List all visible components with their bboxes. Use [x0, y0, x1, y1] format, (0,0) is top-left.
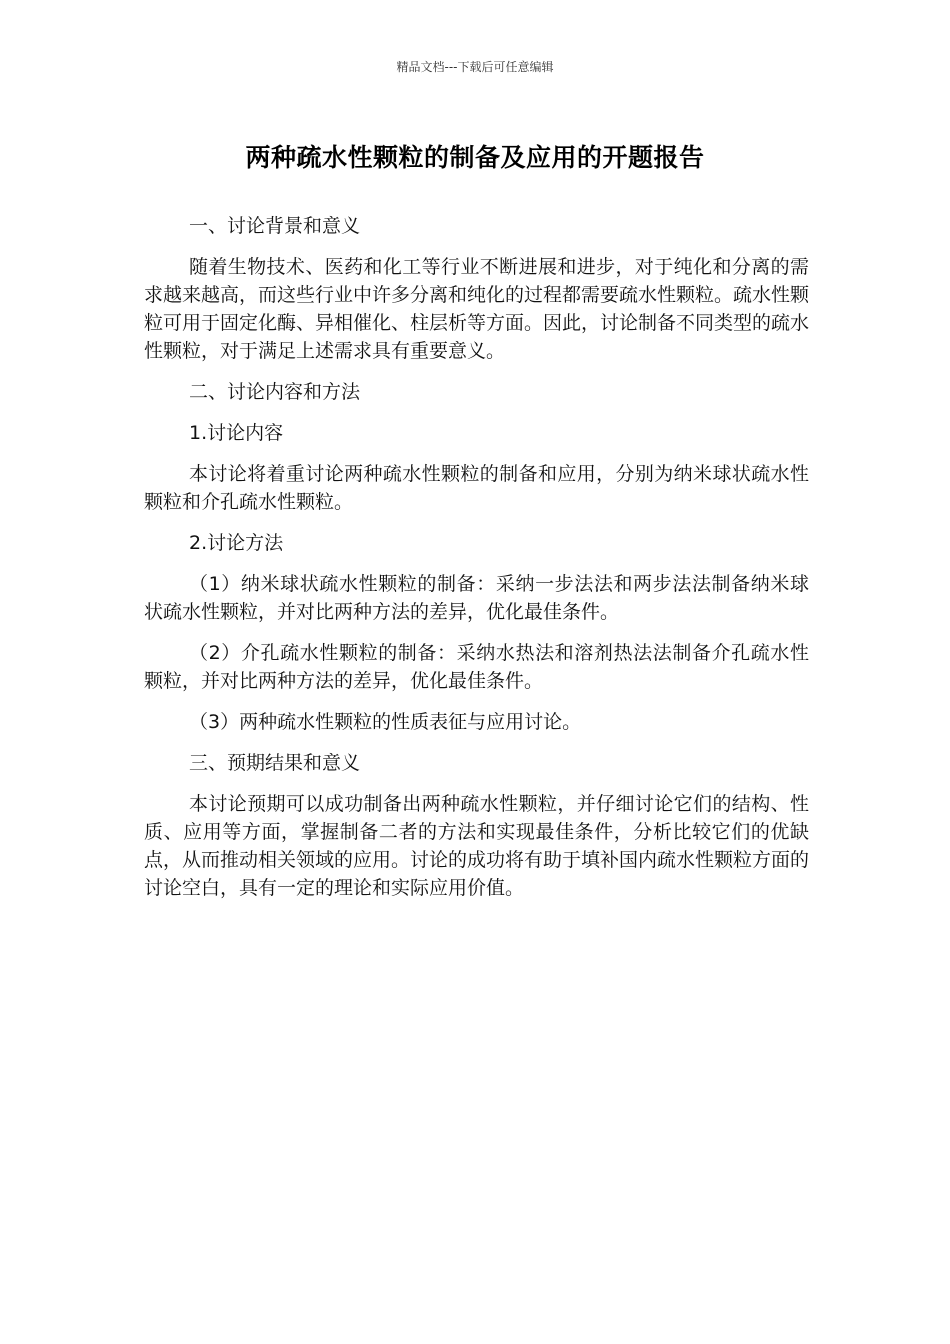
method-item-3: （3）两种疏水性颗粒的性质表征与应用讨论。 — [189, 711, 582, 733]
document-body — [144, 212, 809, 915]
section-heading-expected-results: 三、预期结果和意义 — [189, 752, 361, 774]
section-heading-content-methods: 二、讨论内容和方法 — [189, 381, 361, 403]
subheading-methods: 2.讨论方法 — [189, 532, 284, 554]
page-title: 两种疏水性颗粒的制备及应用的开题报告 — [245, 143, 705, 172]
header-note: 精品文档---下载后可任意编辑 — [396, 60, 554, 74]
subheading-content: 1.讨论内容 — [189, 422, 284, 444]
paragraph-content: 本讨论将着重讨论两种疏水性颗粒的制备和应用，分别为纳米球状疏水性颗粒和介孔疏水性颗粒。 — [144, 463, 809, 513]
section-heading-background: 一、讨论背景和意义 — [189, 215, 361, 237]
paragraph-background: 随着生物技术、医药和化工等行业不断进展和进步，对于纯化和分离的需求越来越高，而这些行业中许多分离和纯化的过程都需要疏水性颗粒。疏水性颗粒可用于固定化酶、异相催化、柱层析等方面。因此，讨论制备不同类型的疏水性颗粒，对于满足上述需求具有重要意义。 — [144, 256, 810, 362]
method-item-1: （1）纳米球状疏水性颗粒的制备：采纳一步法法和两步法法制备纳米球状疏水性颗粒，并对比两种方法的差异，优化最佳条件。 — [144, 573, 809, 623]
paragraph-expected-results: 本讨论预期可以成功制备出两种疏水性颗粒，并仔细讨论它们的结构、性质、应用等方面，掌握制备二者的方法和实现最佳条件，分析比较它们的优缺点，从而推动相关领域的应用。讨论的成功将有助于填补国内疏水性颗粒方面的讨论空白，具有一定的理论和实际应用价值。 — [144, 793, 810, 899]
method-item-2: （2）介孔疏水性颗粒的制备：采纳水热法和溶剂热法法制备介孔疏水性颗粒，并对比两种方法的差异，优化最佳条件。 — [144, 642, 809, 692]
